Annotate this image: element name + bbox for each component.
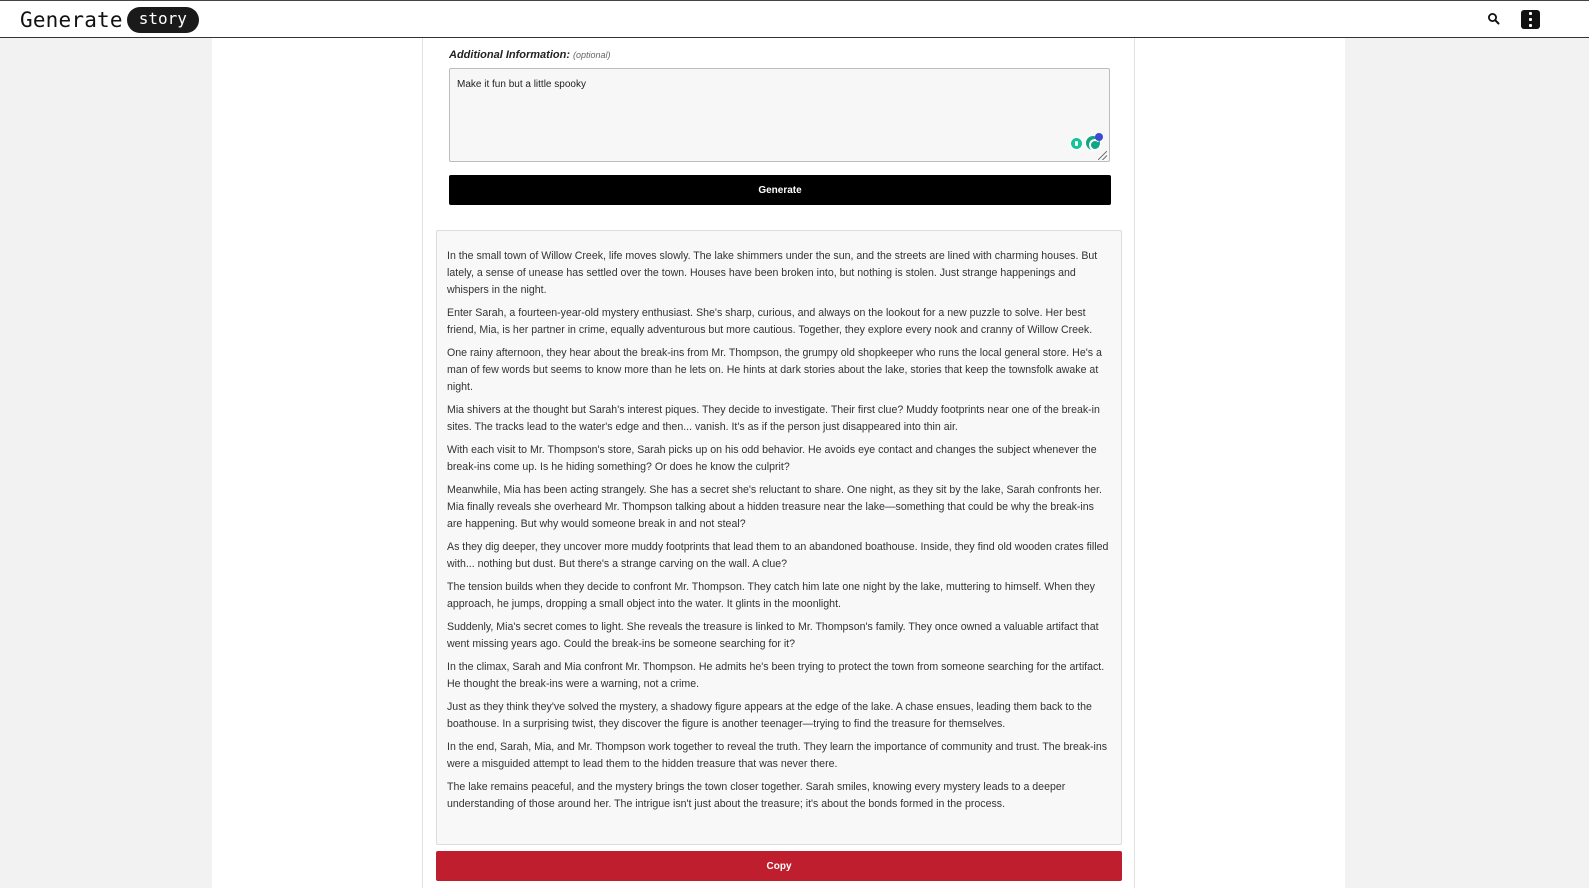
additional-info-label-text: Additional Information: (449, 49, 570, 61)
grammarly-suggestion-icon[interactable] (1070, 137, 1083, 150)
story-output (436, 230, 1122, 845)
logo-pill: story (127, 7, 199, 33)
story-paragraph: In the small town of Willow Creek, life moves slowly. The lake shimmers under the sun, and the streets are lined with charming houses. But lately, a sense of unease has settled over the town. Houses have been broken into, but nothing is stolen. Just strange happenings and whispers in the night. (447, 250, 1098, 296)
resize-grip-icon[interactable] (1098, 151, 1107, 160)
page-gutter-right (1345, 38, 1589, 888)
story-paragraph: In the end, Sarah, Mia, and Mr. Thompson work together to reveal the truth. They learn the importance of community and trust. The break-ins were a misguided attempt to lead them to the hidden treasure that was never there. (447, 741, 1108, 770)
page-gutter-left (0, 38, 212, 888)
additional-info-label (449, 49, 611, 61)
story-paragraph: Just as they think they've solved the mystery, a shadowy figure appears at the edge of the lake. A chase ensues, leading them back to the boathouse. In a surprising twist, they discover the figure is another teenager—trying to find the treasure for themselves. (447, 701, 1092, 730)
story-paragraph: In the climax, Sarah and Mia confront Mr. Thompson. He admits he's been trying to protect the town from someone searching for the artifact. He thought the break-ins were a warning, not a crime. (447, 661, 1105, 690)
story-paragraph: With each visit to Mr. Thompson's store, Sarah picks up on his odd behavior. He avoids eye contact and changes the subject whenever the break-ins come up. Is he hiding something? Or does he know the culprit? (447, 444, 1097, 473)
additional-info-input[interactable] (449, 68, 1110, 162)
logo-word: Generate (20, 8, 123, 32)
story-paragraph: One rainy afternoon, they hear about the break-ins from Mr. Thompson, the grumpy old shopkeeper who runs the local general store. He's a man of few words but seems to know more than he lets on. He hints at dark stories about the lake, stories that keep the townsfolk awake at night. (447, 347, 1102, 393)
generate-button[interactable]: Generate (449, 175, 1111, 205)
story-paragraph: The tension builds when they decide to confront Mr. Thompson. They catch him late one night by the lake, muttering to himself. When they approach, he jumps, dropping a small object into the water. It glints in the moonlight. (447, 581, 1095, 610)
logo[interactable] (20, 7, 199, 33)
story-paragraph: Enter Sarah, a fourteen-year-old mystery enthusiast. She's sharp, curious, and always on the lookout for a new puzzle to solve. Her best friend, Mia, is her partner in crime, equally adventurous but more cautious. Together, they explore every nook and cranny of Willow Creek. (447, 307, 1093, 336)
optional-label: (optional) (572, 50, 611, 60)
grammarly-badge-icon (1095, 133, 1103, 141)
search-icon[interactable] (1486, 11, 1502, 27)
story-paragraph: The lake remains peaceful, and the mystery brings the town closer together. Sarah smiles, knowing every mystery leads to a deeper understanding of those around her. The intrigue isn't just about the treasure; it's about the bonds formed in the process. (447, 781, 1066, 810)
story-paragraph: As they dig deeper, they uncover more muddy footprints that lead them to an abandoned boathouse. Inside, they find old wooden crates filled with... nothing but dust. But there's a strange carving on the wall. A clue? (447, 541, 1109, 570)
story-paragraph: Meanwhile, Mia has been acting strangely. She has a secret she's reluctant to share. One night, as they sit by the lake, Sarah confronts her. Mia finally reveals she overheard Mr. Thompson talking about a hidden treasure near the lake—something that could be why the break-ins are happening. But why would someone break in and not steal? (447, 484, 1102, 530)
copy-button[interactable]: Copy (436, 851, 1122, 881)
story-paragraph: Mia shivers at the thought but Sarah's interest piques. They decide to investigate. Their first clue? Muddy footprints near one of the break-in sites. The tracks lead to the water's edge and then... vanish. It's as if the person just disappeared into thin air. (447, 404, 1100, 433)
menu-icon[interactable] (1521, 10, 1540, 29)
top-bar (0, 0, 1589, 38)
story-paragraph: Suddenly, Mia's secret comes to light. She reveals the treasure is linked to Mr. Thompson's family. They once owned a valuable artifact that went missing years ago. Could the break-ins be someone searching for it? (447, 621, 1099, 650)
